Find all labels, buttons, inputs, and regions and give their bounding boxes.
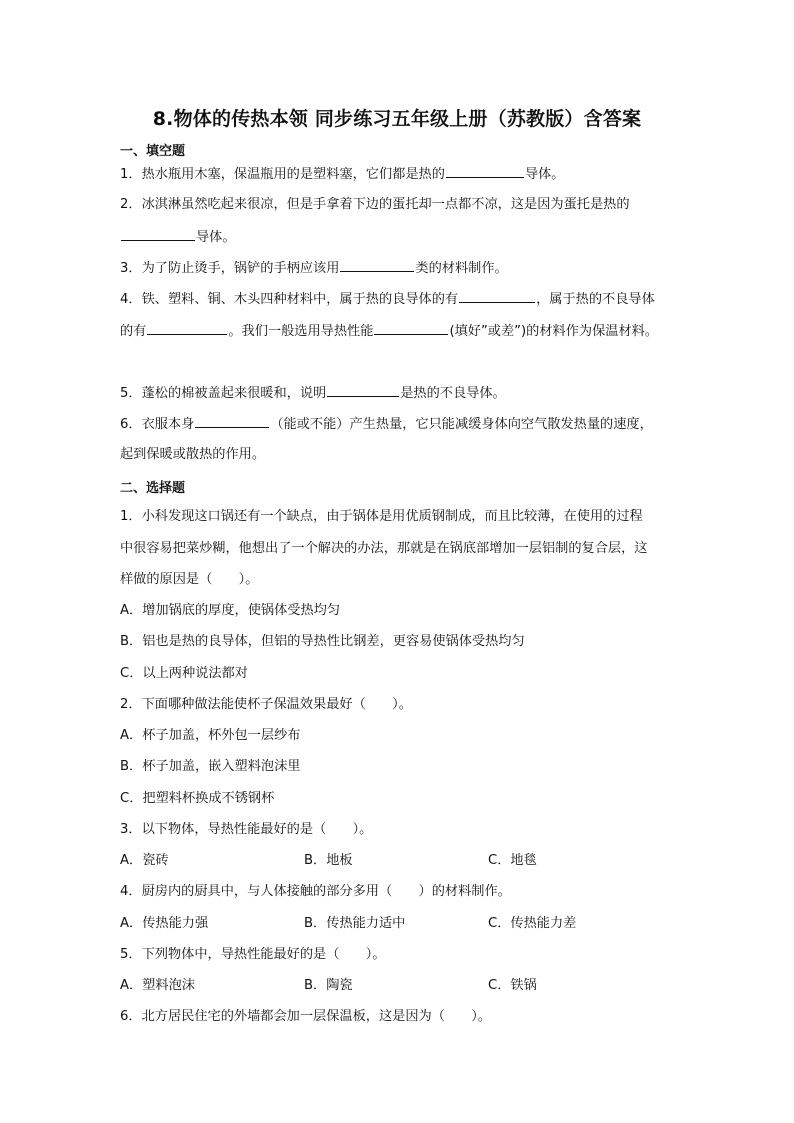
choice-option[interactable]: B．杯子加盖，嵌入塑料泡沫里 [120,759,301,774]
fill-question-4-line2: 的有 。我们一般选用导热性能 (填好”或差”)的材料作为保温材料。 [120,324,659,339]
fill-question-2-line1: 2．冰淇淋虽然吃起来很凉，但是手拿着下边的蛋托却一点都不凉，这是因为蛋托是热的 [120,197,630,212]
page-title: 8.物体的传热本领 同步练习五年级上册（苏教版）含答案 [152,108,642,130]
choice-question-1-line1: 1．小科发现这口锅还有一个缺点，由于锅体是用优质钢制成，而且比较薄，在使用的过程 [120,509,643,524]
choice-option[interactable]: B．陶瓷 [304,978,353,993]
choice-option[interactable]: C．把塑料杯换成不锈钢杯 [120,791,275,806]
choice-option[interactable]: C．地毯 [488,853,537,868]
fill-question-5: 5．蓬松的棉被盖起来很暖和，说明 是热的不良导体。 [120,386,506,401]
answer-blank[interactable] [327,384,399,397]
answer-blank[interactable] [195,415,269,428]
choice-option[interactable]: C．铁锅 [488,978,537,993]
fill-question-6-line2: 起到保暖或散热的作用。 [120,447,266,462]
choice-option[interactable]: B．地板 [304,853,353,868]
choice-question-4: 4．厨房内的厨具中，与人体接触的部分多用（ ）的材料制作。 [120,884,511,899]
choice-option[interactable]: A．增加锅底的厚度，使锅体受热均匀 [120,603,341,618]
section-heading-fill: 一、填空题 [120,144,186,159]
answer-blank[interactable] [121,228,195,241]
choice-option[interactable]: A．传热能力强 [120,916,209,931]
answer-blank[interactable] [340,259,414,272]
choice-option[interactable]: A．塑料泡沫 [120,978,195,993]
choice-question-5: 5．下列物体中，导热性能最好的是（ ）。 [120,947,386,962]
fill-question-2-line2: 导体。 [120,228,236,247]
fill-question-3: 3．为了防止烫手，锅铲的手柄应该用 类的材料制作。 [120,261,508,276]
choice-option[interactable]: A．杯子加盖，杯外包一层纱布 [120,728,301,743]
choice-option[interactable]: C．传热能力差 [488,916,577,931]
choice-option[interactable]: B．铝也是热的良导体，但铝的导热性比钢差，更容易使锅体受热均匀 [120,634,525,649]
answer-blank[interactable] [459,290,535,303]
answer-blank[interactable] [147,322,227,335]
fill-question-4-line1: 4．铁、塑料、铜、木头四种材料中，属于热的良导体的有 ，属于热的不良导体 [120,292,655,307]
fill-question-1: 1．热水瓶用木塞，保温瓶用的是塑料塞，它们都是热的 导体。 [120,167,565,182]
choice-question-1-line3: 样做的原因是（ ）。 [120,572,259,587]
choice-option[interactable]: B．传热能力适中 [304,916,406,931]
choice-question-1-line2: 中很容易把菜炒糊，他想出了一个解决的办法，那就是在锅底部增加一层铝制的复合层，这 [120,541,648,556]
section-heading-choice: 二、选择题 [120,481,186,496]
choice-question-3: 3．以下物体，导热性能最好的是（ ）。 [120,822,373,837]
choice-question-6: 6．北方居民住宅的外墙都会加一层保温板，这是因为（ ）。 [120,1009,492,1024]
answer-blank[interactable] [374,322,448,335]
choice-option[interactable]: A．瓷砖 [120,853,169,868]
choice-question-2: 2．下面哪种做法能使杯子保温效果最好（ ）。 [120,697,412,712]
answer-blank[interactable] [446,165,524,178]
choice-option[interactable]: C．以上两种说法都对 [120,666,248,681]
fill-question-6-line1: 6．衣服本身 （能或不能）产生热量，它只能减缓身体向空气散发热量的速度， [120,417,653,432]
